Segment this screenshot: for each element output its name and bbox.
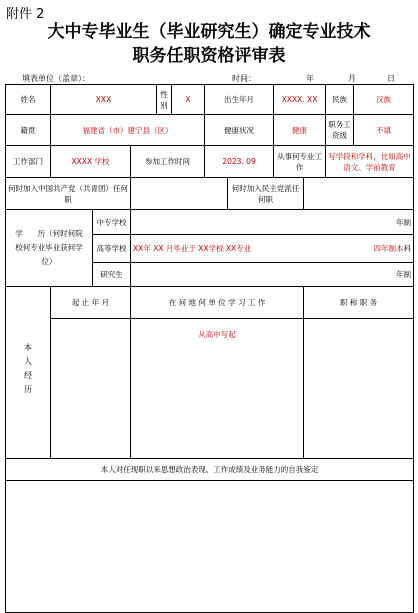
resume-note: 从高中写起	[198, 330, 236, 339]
graduate-cell[interactable]	[131, 263, 414, 287]
attachment-label: 附件 2	[6, 7, 45, 22]
date-day-label: 日	[387, 74, 395, 83]
dept-value[interactable]: XXXX 学校	[51, 146, 131, 178]
title-label: 职务工资级	[326, 115, 354, 146]
row-self-eval-body	[6, 481, 414, 613]
graduate-label: 研究生	[93, 263, 131, 287]
self-eval-value[interactable]	[6, 481, 414, 613]
party-label: 何时加入中国共产党（共青团）任何职	[6, 178, 131, 210]
self-eval-label: 本人对任现职以来思想政治表现、工作成绩及业务能力的自我鉴定	[6, 459, 414, 481]
gender-value[interactable]: X	[172, 85, 205, 115]
row-resume-header	[6, 287, 414, 319]
resume-place-label: 在 何 地 何 单 位 学 习 工 作	[131, 287, 304, 319]
gender-label: 性别	[157, 85, 172, 115]
secondary-system-label: 年制	[396, 217, 412, 227]
birth-label: 出生年月	[205, 85, 274, 115]
row-self-eval-header	[6, 459, 414, 481]
major-work-value[interactable]: 写学段和学科，比如高中语文、学前教育	[326, 146, 414, 178]
row-resume-body	[6, 319, 414, 459]
major-work-label: 从事何专业工作	[274, 146, 326, 178]
native-value[interactable]: 福建省（市）建宁县（区）	[51, 115, 205, 146]
title-value[interactable]: 不填	[354, 115, 414, 146]
work-start-value[interactable]: 2023. 09	[205, 146, 274, 178]
democratic-label: 何时加入民主党派任何职	[228, 178, 304, 210]
date-year-label: 年	[306, 74, 314, 83]
party-value[interactable]	[131, 178, 228, 210]
college-label: 高等学校	[93, 235, 131, 263]
date-month-label: 月	[348, 74, 356, 83]
resume-label: 本人经历	[23, 343, 33, 399]
row-work-info	[6, 146, 414, 178]
edu-label: 学 历（何时何院校何专业毕业获何学位）	[6, 210, 93, 287]
name-value[interactable]: XXX	[51, 85, 157, 115]
form-title-line2: 职务任职资格评审表	[132, 46, 286, 66]
resume-period-value[interactable]	[51, 319, 131, 459]
health-value[interactable]: 健康	[274, 115, 326, 146]
college-system-years: 四年制本	[373, 244, 404, 253]
resume-place-cell[interactable]	[131, 319, 304, 459]
democratic-value[interactable]	[304, 178, 414, 210]
name-label: 姓名	[6, 85, 51, 115]
resume-period-label: 起 止 年 月	[51, 287, 131, 319]
secondary-school-system[interactable]	[131, 210, 414, 235]
resume-label-cell	[6, 287, 51, 459]
college-value: XX年 XX 月毕业于 XX学校 XX专业	[133, 244, 252, 253]
work-start-label: 参加工作时间	[131, 146, 205, 178]
health-label: 健康状况	[205, 115, 274, 146]
secondary-school-label: 中专学校	[93, 210, 131, 235]
row-party-info	[6, 178, 414, 210]
date-label: 时间：	[232, 74, 256, 83]
row-basic-info	[6, 85, 414, 115]
ethnic-value[interactable]: 汉族	[354, 85, 414, 115]
resume-position-value[interactable]	[304, 319, 414, 459]
graduate-system-label: 年制	[396, 270, 412, 279]
evaluation-form-table	[5, 84, 414, 613]
form-title-line1: 大中专毕业生（毕业研究生）确定专业技术	[47, 22, 371, 42]
resume-position-label: 职 称 职 务	[304, 287, 414, 319]
birth-value[interactable]: XXXX. XX	[274, 85, 326, 115]
college-cell[interactable]	[131, 235, 414, 263]
row-native-info	[6, 115, 414, 146]
row-edu-secondary	[6, 210, 414, 235]
native-label: 籍贯	[6, 115, 51, 146]
college-system-suffix: 科	[403, 244, 412, 253]
ethnic-label: 民族	[326, 85, 354, 115]
fill-unit-label: 填表单位（盖章）：	[22, 74, 90, 83]
dept-label: 工作部门	[6, 146, 51, 178]
